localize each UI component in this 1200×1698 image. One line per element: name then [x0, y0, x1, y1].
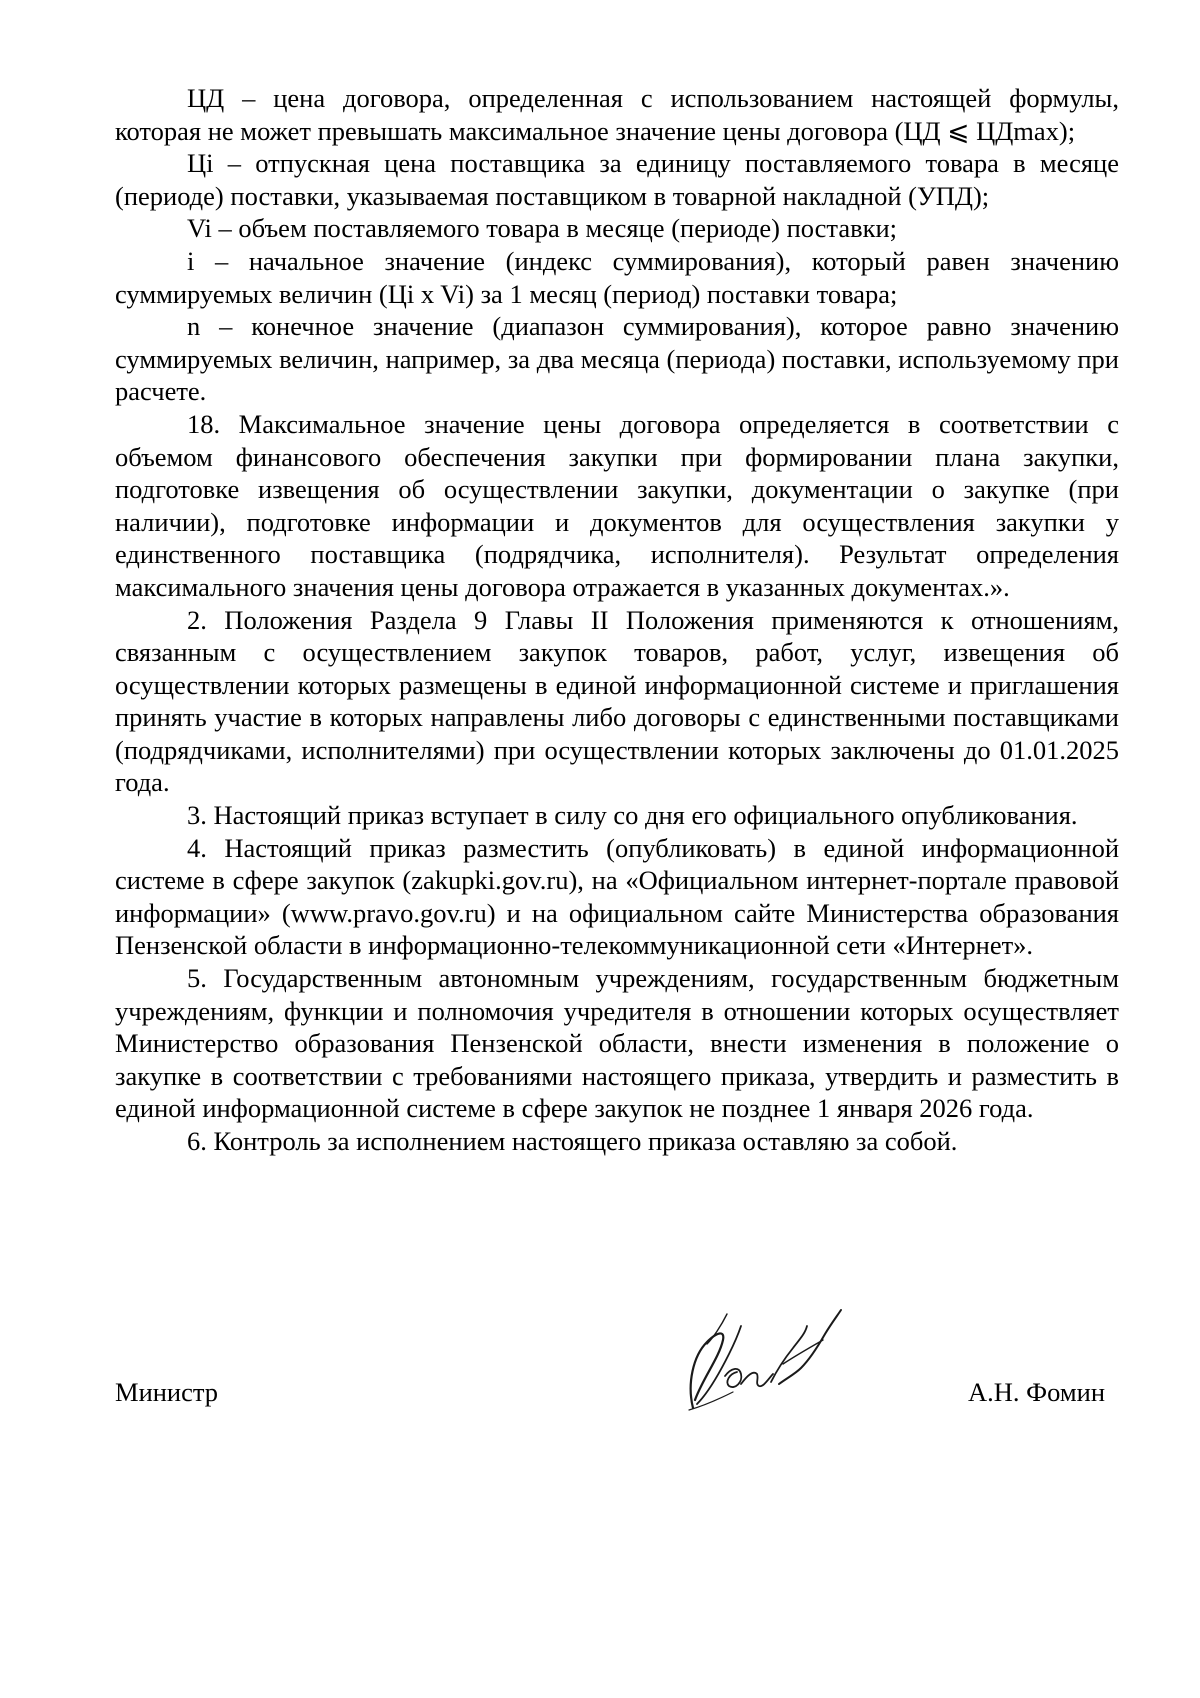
- paragraph-i-definition: i – начальное значение (индекс суммирования), который равен значению суммируемых величин (Цi x Vi) за 1 месяц (период) поставки товара;: [115, 245, 1119, 309]
- paragraph-item-18: 18. Максимальное значение цены договора определяется в соответствии с объемом финансового обеспечения закупки при формировании плана закупки, подготовке извещения об осуществлении закупки, документации о закупке (при наличии), подготовке информации и документов для осуществления закупки у единственного поставщика (подрядчика, исполнителя). Результат определения максимального значения цены договора отражается в указанных документах.».: [115, 408, 1119, 602]
- document-body: [115, 82, 1119, 1158]
- paragraph-item-5: 5. Государственным автономным учреждениям, государственным бюджетным учреждениям, функции и полномочия учредителя в отношении которых осуществляет Министерство образования Пензенской области, внести изменения в положение о закупке в соответствии с требованиями настоящего приказа, утвердить и разместить в единой информационной системе в сфере закупок не позднее 1 января 2026 года.: [115, 963, 1119, 1124]
- paragraph-vi-definition: Vi – объем поставляемого товара в месяце (периоде) поставки;: [187, 213, 898, 244]
- handwritten-signature: [663, 1304, 853, 1424]
- signatory-position: Министр: [115, 1377, 219, 1407]
- paragraph-item-6: 6. Контроль за исполнением настоящего приказа оставляю за собой.: [187, 1126, 958, 1156]
- paragraph-cd-definition: ЦД – цена договора, определенная с использованием настоящей формулы, которая не может превышать максимальное значение цены договора (ЦД ⩽ ЦДmax);: [115, 83, 1119, 146]
- paragraph-item-3: 3. Настоящий приказ вступает в силу со дня его официального опубликования.: [187, 800, 1078, 831]
- paragraph-n-definition: n – конечное значение (диапазон суммирования), которое равно значению суммируемых величин, например, за два месяца (периода) поставки, используемому при расчете.: [115, 311, 1119, 407]
- paragraph-ci-definition: Цi – отпускная цена поставщика за единицу поставляемого товара в месяце (периоде) поставки, указываемая поставщиком в товарной накладной (УПД);: [115, 148, 1119, 211]
- signatory-name: А.Н. Фомин: [968, 1377, 1105, 1407]
- paragraph-item-2: 2. Положения Раздела 9 Главы II Положения применяются к отношениям, связанным с осуществлением закупок товаров, работ, услуг, извещения об осуществлении которых размещены в единой информационной системе и приглашения принять участие в которых направлены либо договоры с единственными поставщиками (подрядчиками, исполнителями) при осуществлении которых заключены до 01.01.2025 года.: [115, 604, 1119, 798]
- signature-block: [115, 1304, 1119, 1454]
- paragraph-item-4: 4. Настоящий приказ разместить (опубликовать) в единой информационной системе в сфере закупок (zakupki.gov.ru), на «Официальном интернет-портале правовой информации» (www.pravo.gov.ru) и на официальном сайте Министерства образования Пензенской области в информационно-телекоммуникационной сети «Интернет».: [115, 832, 1119, 961]
